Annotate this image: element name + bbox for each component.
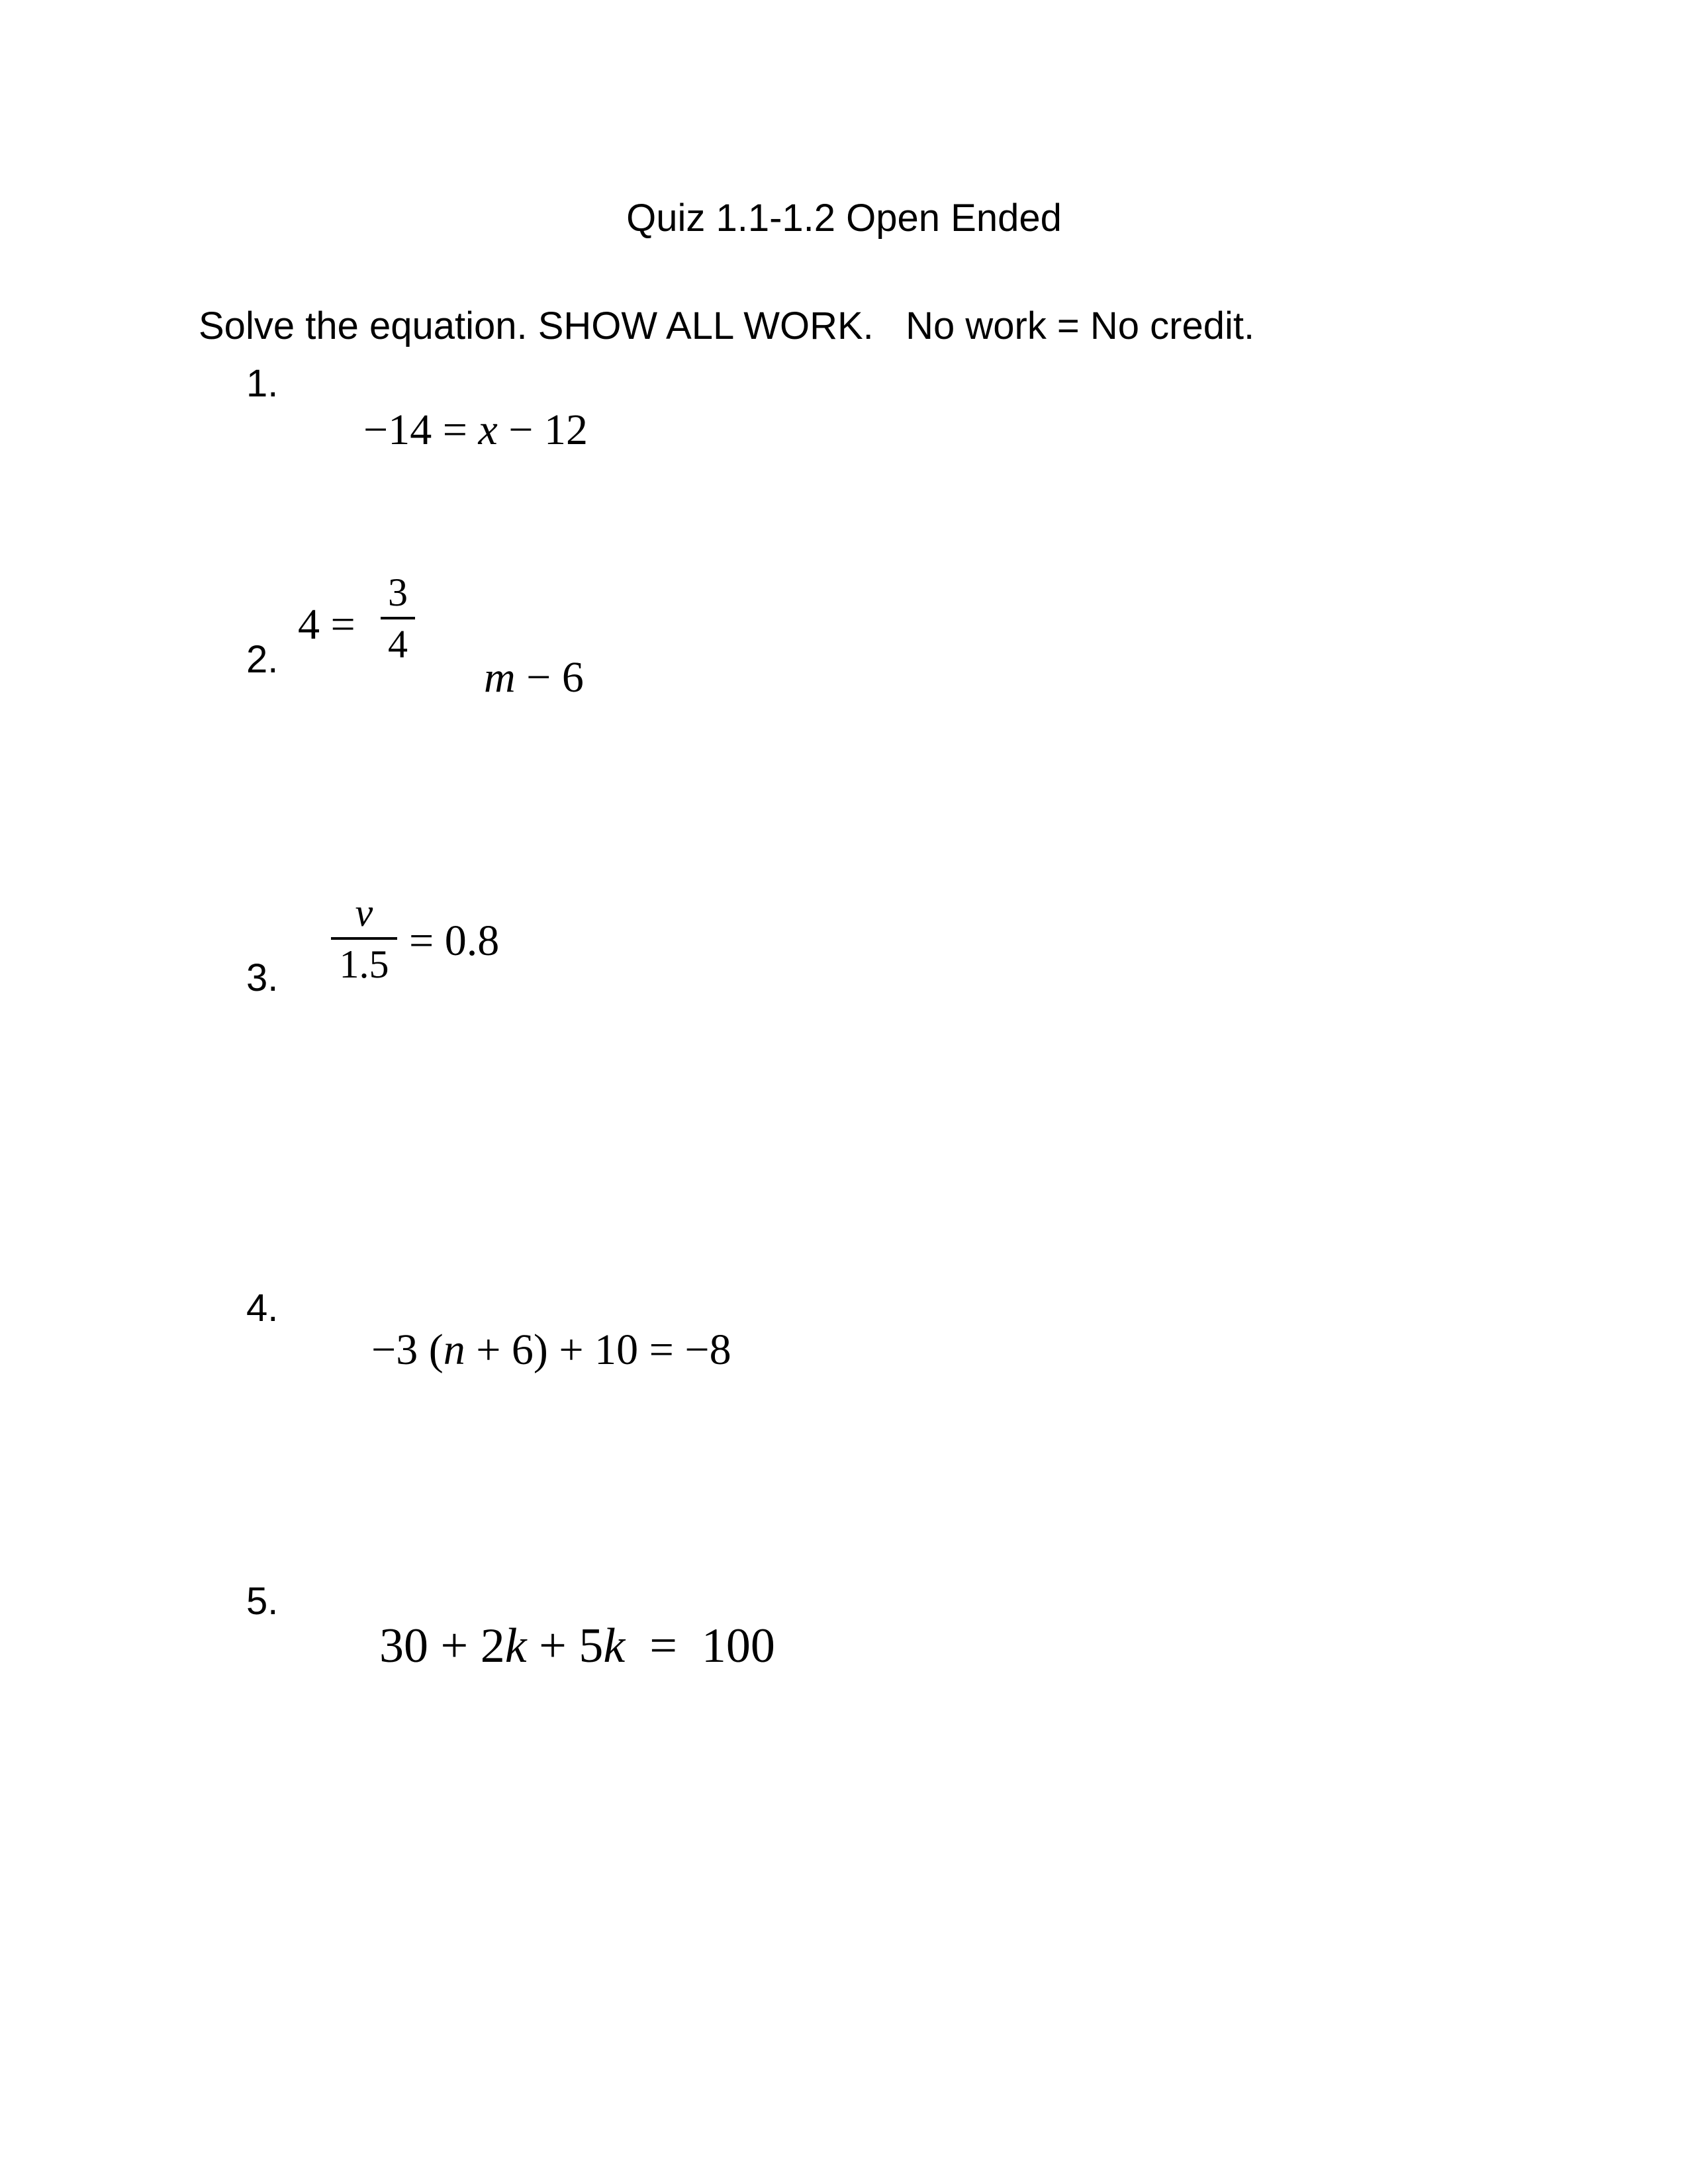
question-number: 4. bbox=[246, 1287, 279, 1330]
equation-part-2: + 5 bbox=[526, 1619, 604, 1673]
variable-x: x bbox=[478, 406, 498, 454]
equation-3-rhs: = 0.8 bbox=[409, 917, 500, 965]
equation-4 bbox=[306, 1271, 731, 1430]
question-number: 2. bbox=[246, 638, 279, 681]
question-number: 3. bbox=[246, 956, 279, 999]
variable-m: m bbox=[484, 653, 516, 702]
fraction-bar bbox=[331, 937, 397, 940]
question-number: 5. bbox=[246, 1580, 279, 1623]
equation-1 bbox=[298, 351, 588, 510]
fraction-numerator: 3 bbox=[388, 570, 408, 614]
equation-rhs: + 6) + 10 = −8 bbox=[465, 1326, 731, 1374]
equation-2-lhs: 4 = bbox=[298, 600, 367, 649]
equation-rhs: − 12 bbox=[497, 406, 588, 454]
fraction-denominator: 4 bbox=[388, 622, 408, 666]
equation-part-3: = 100 bbox=[625, 1619, 775, 1673]
fraction-numerator: v bbox=[355, 891, 373, 934]
variable-k: k bbox=[603, 1619, 626, 1673]
equation-part-1: 30 + 2 bbox=[379, 1619, 505, 1673]
page-title: Quiz 1.1-1.2 Open Ended bbox=[626, 197, 1062, 240]
variable-n: n bbox=[443, 1326, 465, 1374]
fraction-three-fourths bbox=[381, 570, 415, 666]
fraction-denominator: 1.5 bbox=[339, 942, 389, 986]
equation-lhs: −3 ( bbox=[371, 1326, 444, 1374]
equation-rhs: − 6 bbox=[515, 653, 584, 702]
fraction-v-over-1-5 bbox=[331, 891, 397, 986]
equation-2-rhs bbox=[418, 598, 584, 757]
equation-5 bbox=[306, 1561, 775, 1731]
question-number: 1. bbox=[246, 362, 279, 405]
instructions-text: Solve the equation. SHOW ALL WORK. No work = No credit. bbox=[199, 304, 1255, 347]
fraction-bar bbox=[381, 617, 415, 619]
equation-lhs: −14 = bbox=[363, 406, 479, 454]
variable-k: k bbox=[504, 1619, 527, 1673]
